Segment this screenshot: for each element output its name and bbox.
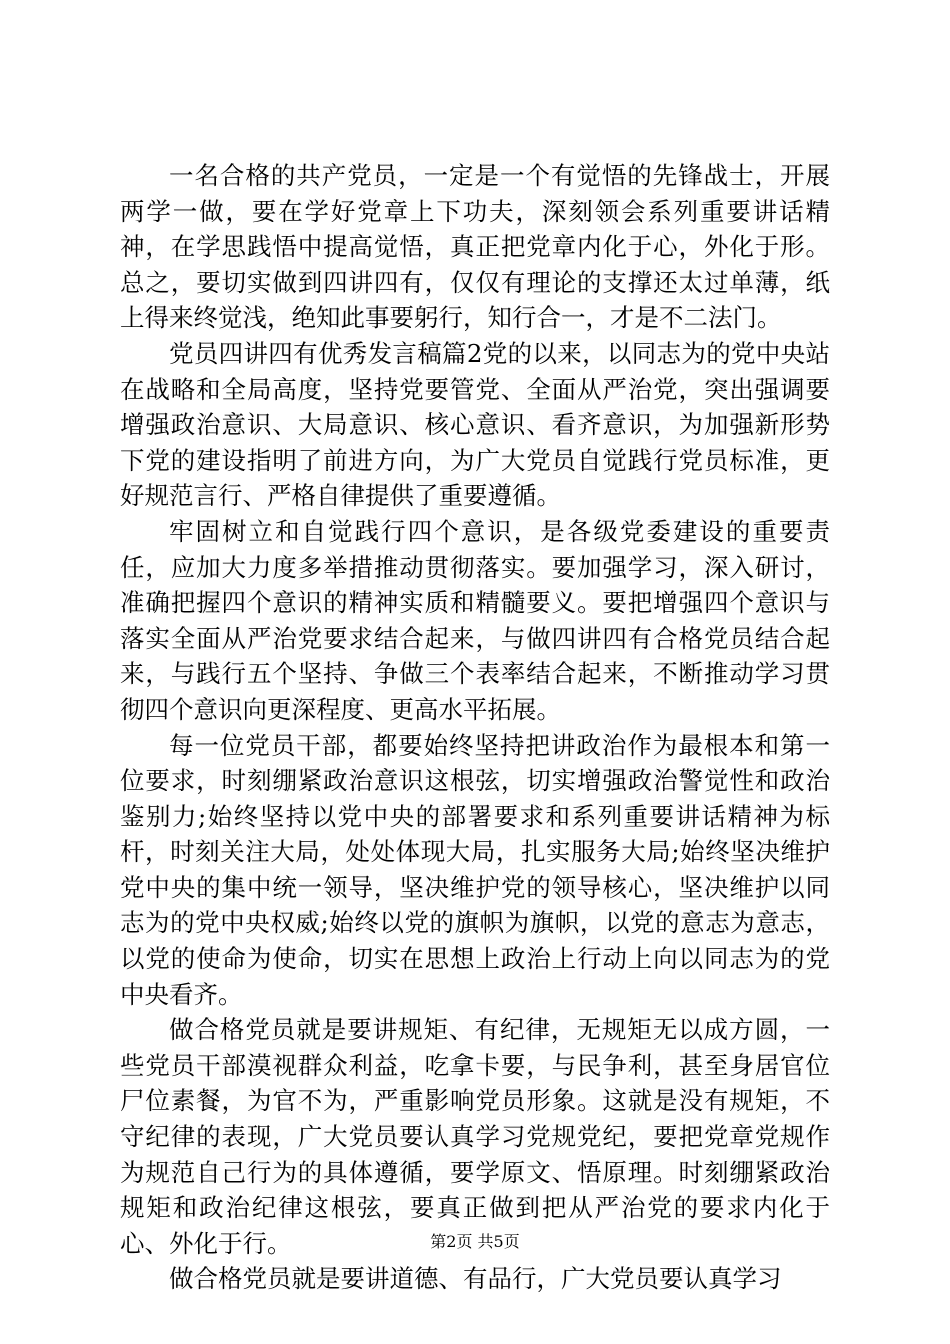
paragraph-1: 一名合格的共产党员，一定是一个有觉悟的先锋战士，开展两学一做，要在学好党章上下功夫，深刻领会系列重要讲话精神，在学思践悟中提高觉悟，真正把党章内化于心，外化于形。总之，要切实做到四讲四有，仅仅有理论的支撑还太过单薄，纸上得来终觉浅，绝知此事要躬行，知行合一，才是不二法门。 — [120, 161, 830, 333]
paragraph-3: 牢固树立和自觉践行四个意识，是各级党委建设的重要责任，应加大力度多举措推动贯彻落实。要加强学习，深入研讨，准确把握四个意识的精神实质和精髓要义。要把增强四个意识与落实全面从严治党要求结合起来，与做四讲四有合格党员结合起来，与践行五个坚持、争做三个表率结合起来，不断推动学习贯彻四个意识向更深程度、更高水平拓展。 — [120, 516, 830, 724]
paragraph-6: 做合格党员就是要讲道德、有品行，广大党员要认真学习 — [169, 1264, 782, 1294]
paragraph-2: 党员四讲四有优秀发言稿篇2党的以来，以同志为的党中央站在战略和全局高度，坚持党要管党、全面从严治党，突出强调要增强政治意识、大局意识、核心意识、看齐意识，为加强新形势下党的建设指明了前进方向，为广大党员自觉践行党员标准，更好规范言行、严格自律提供了重要遵循。 — [120, 338, 830, 511]
document-body — [120, 158, 830, 1297]
paragraph-5: 做合格党员就是要讲规矩、有纪律，无规矩无以成方圆，一些党员干部漠视群众利益，吃拿卡要，与民争利，甚至身居官位尸位素餐，为官不为，严重影响党员形象。这就是没有规矩，不守纪律的表现，广大党员要认真学习党规党纪，要把党章党规作为规范自己行为的具体遵循，要学原文、悟原理。时刻绷紧政治规矩和政治纪律这根弦，要真正做到把从严治党的要求内化于心、外化于行。 — [120, 1015, 830, 1258]
page-number-footer: 第2页 共5页 — [430, 1232, 520, 1251]
paragraph-4: 每一位党员干部，都要始终坚持把讲政治作为最根本和第一位要求，时刻绷紧政治意识这根弦，切实增强政治警觉性和政治鉴别力;始终坚持以党中央的部署要求和系列重要讲话精神为标杆，时刻关注大局，处处体现大局，扎实服务大局;始终坚决维护党中央的集中统一领导，坚决维护党的领导核心，坚决维护以同志为的党中央权威;始终以党的旗帜为旗帜，以党的意志为意志，以党的使命为使命，切实在思想上政治上行动上向以同志为的党中央看齐。 — [120, 730, 830, 1009]
